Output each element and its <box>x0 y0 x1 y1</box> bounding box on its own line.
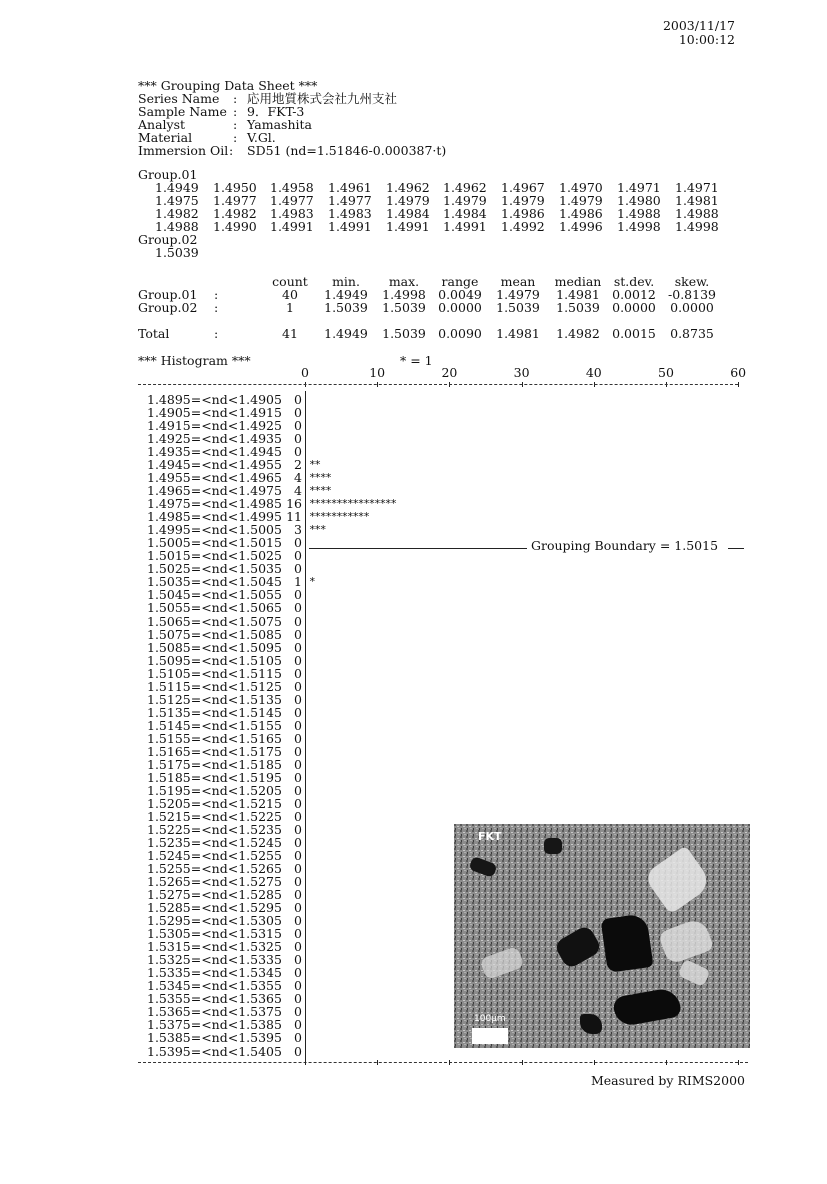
bin-count: 0 <box>294 691 302 707</box>
group-value: 1.4949 <box>155 180 199 195</box>
bin-range-label: 1.4945=<nd<1.4955 <box>147 457 282 473</box>
bin-count: 0 <box>294 1017 302 1033</box>
histogram-scale-note: * = 1 <box>400 353 433 368</box>
group-value: 1.4962 <box>443 180 487 195</box>
bin-range-label: 1.5095=<nd<1.5105 <box>147 652 282 668</box>
group-value: 1.4981 <box>675 193 719 208</box>
stats-total-value: 1.4949 <box>324 326 368 341</box>
group-value: 1.4971 <box>675 180 719 195</box>
bin-count: 0 <box>294 821 302 837</box>
field-label: Immersion Oil <box>138 143 229 158</box>
stats-row-separator: : <box>214 300 219 315</box>
axis-tick-label: 40 <box>585 365 602 380</box>
stats-total-value: 1.4982 <box>556 326 600 341</box>
bin-range-label: 1.5345=<nd<1.5355 <box>147 978 282 994</box>
axis-tick-mark <box>305 1060 306 1065</box>
bin-count: 4 <box>294 470 302 486</box>
stats-row-value: 0.0000 <box>438 300 482 315</box>
stats-row-separator: : <box>214 287 219 302</box>
bin-range-label: 1.4995=<nd<1.5005 <box>147 522 282 538</box>
bin-range-label: 1.4985=<nd<1.4995 <box>147 509 282 525</box>
bin-count: 0 <box>294 626 302 642</box>
bin-count: 0 <box>294 965 302 981</box>
field-label: Material <box>138 130 193 145</box>
bin-range-label: 1.5265=<nd<1.5275 <box>147 874 282 890</box>
bin-range-label: 1.5235=<nd<1.5245 <box>147 835 282 851</box>
group-name: Group.01 <box>138 167 198 182</box>
bin-range-label: 1.5145=<nd<1.5155 <box>147 717 282 733</box>
field-separator: : <box>233 130 238 145</box>
stats-row-value: 1.5039 <box>382 300 426 315</box>
bin-range-label: 1.5165=<nd<1.5175 <box>147 743 282 759</box>
bin-count: 0 <box>294 1043 302 1059</box>
group-value: 1.4970 <box>559 180 603 195</box>
bin-range-label: 1.5245=<nd<1.5255 <box>147 848 282 864</box>
bin-range-label: 1.5195=<nd<1.5205 <box>147 782 282 798</box>
bin-range-label: 1.5205=<nd<1.5215 <box>147 795 282 811</box>
stats-row-value: 1.4998 <box>382 287 426 302</box>
bin-range-label: 1.5255=<nd<1.5265 <box>147 861 282 877</box>
bin-count: 0 <box>294 1030 302 1046</box>
bin-count: 0 <box>294 418 302 434</box>
axis-tick-label: 30 <box>513 365 530 380</box>
stats-header-stdev: st.dev. <box>613 274 655 289</box>
group-value: 1.4986 <box>559 206 603 221</box>
axis-tick-label: 50 <box>658 365 674 380</box>
grouping-boundary-tail <box>728 548 744 549</box>
field-value: 応用地質株式会社九州支社 <box>247 91 398 106</box>
bin-count: 0 <box>294 444 302 460</box>
bin-count: 0 <box>294 835 302 851</box>
bin-count: 0 <box>294 717 302 733</box>
histogram-top-axis <box>138 384 738 385</box>
bin-bar: * <box>309 575 315 589</box>
bin-range-label: 1.5375=<nd<1.5385 <box>147 1017 282 1033</box>
bin-range-label: 1.5325=<nd<1.5335 <box>147 952 282 968</box>
bin-count: 0 <box>294 405 302 421</box>
bin-range-label: 1.5105=<nd<1.5115 <box>147 665 282 681</box>
stats-header-mean: mean <box>500 274 536 289</box>
stats-total-value: 0.0090 <box>438 326 482 341</box>
bin-range-label: 1.5355=<nd<1.5365 <box>147 991 282 1007</box>
bin-range-label: 1.5295=<nd<1.5305 <box>147 913 282 929</box>
bin-count: 16 <box>286 496 302 512</box>
bin-range-label: 1.5335=<nd<1.5345 <box>147 965 282 981</box>
field-label: Analyst <box>138 117 186 132</box>
stats-row-value: 1.4981 <box>556 287 600 302</box>
bin-range-label: 1.5135=<nd<1.5145 <box>147 704 282 720</box>
bin-range-label: 1.5015=<nd<1.5025 <box>147 548 282 564</box>
report-date: 2003/11/17 <box>662 18 735 33</box>
axis-tick-mark <box>522 1060 523 1065</box>
bin-range-label: 1.5305=<nd<1.5315 <box>147 926 282 942</box>
group-value: 1.5039 <box>155 245 199 260</box>
field-value: Yamashita <box>247 117 312 132</box>
stats-total-value: 0.0015 <box>612 326 656 341</box>
group-value: 1.4958 <box>270 180 314 195</box>
field-value: 9．FKT-3 <box>247 104 305 119</box>
bin-range-label: 1.5275=<nd<1.5285 <box>147 887 282 903</box>
bin-count: 0 <box>294 548 302 564</box>
group-value: 1.4977 <box>270 193 314 208</box>
stats-total-value: 0.8735 <box>670 326 714 341</box>
bin-count: 0 <box>294 431 302 447</box>
bin-count: 0 <box>294 913 302 929</box>
stats-header-max: max. <box>388 274 420 289</box>
photo-sample-label: FKT <box>478 830 502 843</box>
group-value: 1.4991 <box>386 219 430 234</box>
bin-range-label: 1.5025=<nd<1.5035 <box>147 561 282 577</box>
group-value: 1.4980 <box>617 193 661 208</box>
bin-count: 1 <box>294 574 302 590</box>
bin-count: 4 <box>294 483 302 499</box>
stats-row-value: 40 <box>282 287 298 302</box>
bin-count: 0 <box>294 1004 302 1020</box>
grouping-boundary-line <box>309 548 527 549</box>
dark-grain <box>580 1014 602 1034</box>
bin-count: 3 <box>294 522 302 538</box>
stats-header-min: min. <box>332 274 360 289</box>
stats-total-value: 1.4981 <box>496 326 540 341</box>
group-value: 1.4998 <box>617 219 661 234</box>
group-value: 1.4988 <box>675 206 719 221</box>
bin-count: 0 <box>294 652 302 668</box>
bin-count: 0 <box>294 848 302 864</box>
stats-row-value: 0.0000 <box>670 300 714 315</box>
bin-range-label: 1.4965=<nd<1.4975 <box>147 483 282 499</box>
bin-count: 0 <box>294 939 302 955</box>
stats-total-separator: : <box>214 326 219 341</box>
bin-count: 0 <box>294 392 302 407</box>
group-value: 1.4984 <box>443 206 487 221</box>
bin-count: 0 <box>294 926 302 942</box>
bin-count: 0 <box>294 782 302 798</box>
bin-range-label: 1.5215=<nd<1.5225 <box>147 808 282 824</box>
bin-bar: **** <box>309 471 331 485</box>
field-value: SD51 (nd=1.51846-0.000387·t) <box>247 143 447 158</box>
scale-bar-label: 100μm <box>474 1014 506 1024</box>
stats-total-name: Total <box>138 326 170 341</box>
group-value: 1.4979 <box>386 193 430 208</box>
stats-row-value: 0.0000 <box>612 300 656 315</box>
stats-row-value: 1.5039 <box>496 300 540 315</box>
bin-count: 0 <box>294 952 302 968</box>
bin-count: 0 <box>294 587 302 603</box>
bin-range-label: 1.5125=<nd<1.5135 <box>147 691 282 707</box>
group-value: 1.4991 <box>443 219 487 234</box>
bin-range-label: 1.5065=<nd<1.5075 <box>147 613 282 629</box>
bin-range-label: 1.4925=<nd<1.4935 <box>147 431 282 447</box>
bin-range-label: 1.4935=<nd<1.4945 <box>147 444 282 460</box>
bin-range-label: 1.4915=<nd<1.4925 <box>147 418 282 434</box>
bin-count: 0 <box>294 874 302 890</box>
bin-count: 0 <box>294 756 302 772</box>
group-value: 1.4961 <box>328 180 372 195</box>
stats-row-value: 1.5039 <box>556 300 600 315</box>
group-value: 1.4979 <box>559 193 603 208</box>
bin-count: 0 <box>294 769 302 785</box>
bin-range-label: 1.5385=<nd<1.5395 <box>147 1030 282 1046</box>
stats-row-name: Group.02 <box>138 300 198 315</box>
group-value: 1.4984 <box>386 206 430 221</box>
bin-bar: **** <box>309 484 331 498</box>
bin-range-label: 1.5285=<nd<1.5295 <box>147 900 282 916</box>
field-separator: : <box>233 91 238 106</box>
bin-count: 0 <box>294 887 302 903</box>
group-value: 1.4988 <box>617 206 661 221</box>
bin-count: 0 <box>294 978 302 994</box>
histogram-title: *** Histogram *** <box>138 353 251 368</box>
axis-tick-label: 60 <box>730 365 747 380</box>
thin-section-photo <box>454 824 750 1048</box>
field-separator: : <box>233 104 238 119</box>
grouping-boundary-label: Grouping Boundary = 1.5015 <box>531 538 719 554</box>
bin-count: 2 <box>294 457 302 473</box>
histogram-baseline <box>305 391 306 1060</box>
bin-range-label: 1.5035=<nd<1.5045 <box>147 574 282 590</box>
bin-range-label: 1.5085=<nd<1.5095 <box>147 639 282 655</box>
bin-count: 0 <box>294 639 302 655</box>
bin-range-label: 1.5225=<nd<1.5235 <box>147 821 282 837</box>
axis-tick-mark <box>738 382 739 387</box>
stats-header-count: count <box>272 274 308 289</box>
bin-count: 0 <box>294 730 302 746</box>
group-value: 1.4975 <box>155 193 199 208</box>
stats-header-median: median <box>554 274 602 289</box>
dark-grain <box>544 838 562 854</box>
group-name: Group.02 <box>138 232 198 247</box>
bin-range-label: 1.5005=<nd<1.5015 <box>147 535 282 551</box>
bin-count: 0 <box>294 665 302 681</box>
axis-tick-mark <box>377 1060 378 1065</box>
bin-count: 0 <box>294 704 302 720</box>
bin-range-label: 1.5395=<nd<1.5405 <box>147 1043 282 1059</box>
measured-by: Measured by RIMS2000 <box>590 1073 745 1088</box>
bin-count: 0 <box>294 991 302 1007</box>
group-value: 1.4979 <box>443 193 487 208</box>
bin-range-label: 1.4895=<nd<1.4905 <box>147 392 282 407</box>
report-time: 10:00:12 <box>678 32 735 47</box>
axis-tick-mark <box>666 1060 667 1065</box>
group-value: 1.4977 <box>213 193 257 208</box>
field-separator: : <box>233 117 238 132</box>
field-label: Series Name <box>138 91 220 106</box>
stats-row-value: 1.4949 <box>324 287 368 302</box>
bin-count: 0 <box>294 678 302 694</box>
bin-count: 0 <box>294 561 302 577</box>
group-value: 1.4983 <box>270 206 314 221</box>
group-value: 1.4991 <box>270 219 314 234</box>
stats-header-range: range <box>441 274 479 289</box>
group-value: 1.4988 <box>155 219 199 234</box>
group-value: 1.4967 <box>501 180 545 195</box>
bin-count: 0 <box>294 795 302 811</box>
group-value: 1.4983 <box>328 206 372 221</box>
bin-range-label: 1.4905=<nd<1.4915 <box>147 405 282 421</box>
stats-row-value: 0.0049 <box>438 287 482 302</box>
bin-range-label: 1.5155=<nd<1.5165 <box>147 730 282 746</box>
stats-header-skew: skew. <box>674 274 710 289</box>
histogram-bottom-axis <box>138 1062 748 1063</box>
group-value: 1.4992 <box>501 219 545 234</box>
group-value: 1.4998 <box>675 219 719 234</box>
stats-row-name: Group.01 <box>138 287 198 302</box>
bin-count: 0 <box>294 600 302 616</box>
sheet-title: *** Grouping Data Sheet *** <box>138 78 318 93</box>
stats-row-value: 0.0012 <box>612 287 656 302</box>
bin-count: 0 <box>294 743 302 759</box>
axis-tick-mark <box>594 1060 595 1065</box>
bin-range-label: 1.5055=<nd<1.5065 <box>147 600 282 616</box>
bin-bar: ** <box>309 458 320 472</box>
stats-row-value: 1.4979 <box>496 287 540 302</box>
bin-range-label: 1.5185=<nd<1.5195 <box>147 769 282 785</box>
bin-range-label: 1.4975=<nd<1.4985 <box>147 496 282 512</box>
stats-row-value: -0.8139 <box>668 287 716 302</box>
group-value: 1.4996 <box>559 219 603 234</box>
bin-count: 0 <box>294 900 302 916</box>
stats-row-value: 1 <box>286 300 294 315</box>
stats-total-value: 41 <box>282 326 298 341</box>
bin-range-label: 1.5365=<nd<1.5375 <box>147 1004 282 1020</box>
bin-bar: *********** <box>309 510 369 524</box>
field-value: V.Gl. <box>247 130 276 145</box>
bin-range-label: 1.5075=<nd<1.5085 <box>147 626 282 642</box>
field-separator: : <box>229 143 234 158</box>
bin-range-label: 1.4955=<nd<1.4965 <box>147 470 282 486</box>
axis-tick-label: 10 <box>369 365 386 380</box>
axis-tick-label: 0 <box>301 365 309 380</box>
group-value: 1.4982 <box>213 206 257 221</box>
bin-range-label: 1.5315=<nd<1.5325 <box>147 939 282 955</box>
bin-range-label: 1.5115=<nd<1.5125 <box>147 678 282 694</box>
axis-tick-label: 20 <box>441 365 458 380</box>
bin-count: 0 <box>294 808 302 824</box>
bin-bar: *** <box>309 523 326 537</box>
bin-count: 0 <box>294 535 302 551</box>
group-value: 1.4971 <box>617 180 661 195</box>
bin-bar: **************** <box>309 497 396 511</box>
group-value: 1.4979 <box>501 193 545 208</box>
stats-total-value: 1.5039 <box>382 326 426 341</box>
group-value: 1.4991 <box>328 219 372 234</box>
group-value: 1.4977 <box>328 193 372 208</box>
group-value: 1.4986 <box>501 206 545 221</box>
scale-bar <box>472 1028 508 1044</box>
axis-tick-mark <box>449 1060 450 1065</box>
stats-row-value: 1.5039 <box>324 300 368 315</box>
bin-count: 11 <box>286 509 302 525</box>
bin-count: 0 <box>294 613 302 629</box>
field-label: Sample Name <box>138 104 227 119</box>
group-value: 1.4950 <box>213 180 257 195</box>
group-value: 1.4962 <box>386 180 430 195</box>
axis-tick-mark <box>738 1060 739 1065</box>
bin-range-label: 1.5045=<nd<1.5055 <box>147 587 282 603</box>
bin-count: 0 <box>294 861 302 877</box>
bin-range-label: 1.5175=<nd<1.5185 <box>147 756 282 772</box>
group-value: 1.4982 <box>155 206 199 221</box>
group-value: 1.4990 <box>213 219 257 234</box>
